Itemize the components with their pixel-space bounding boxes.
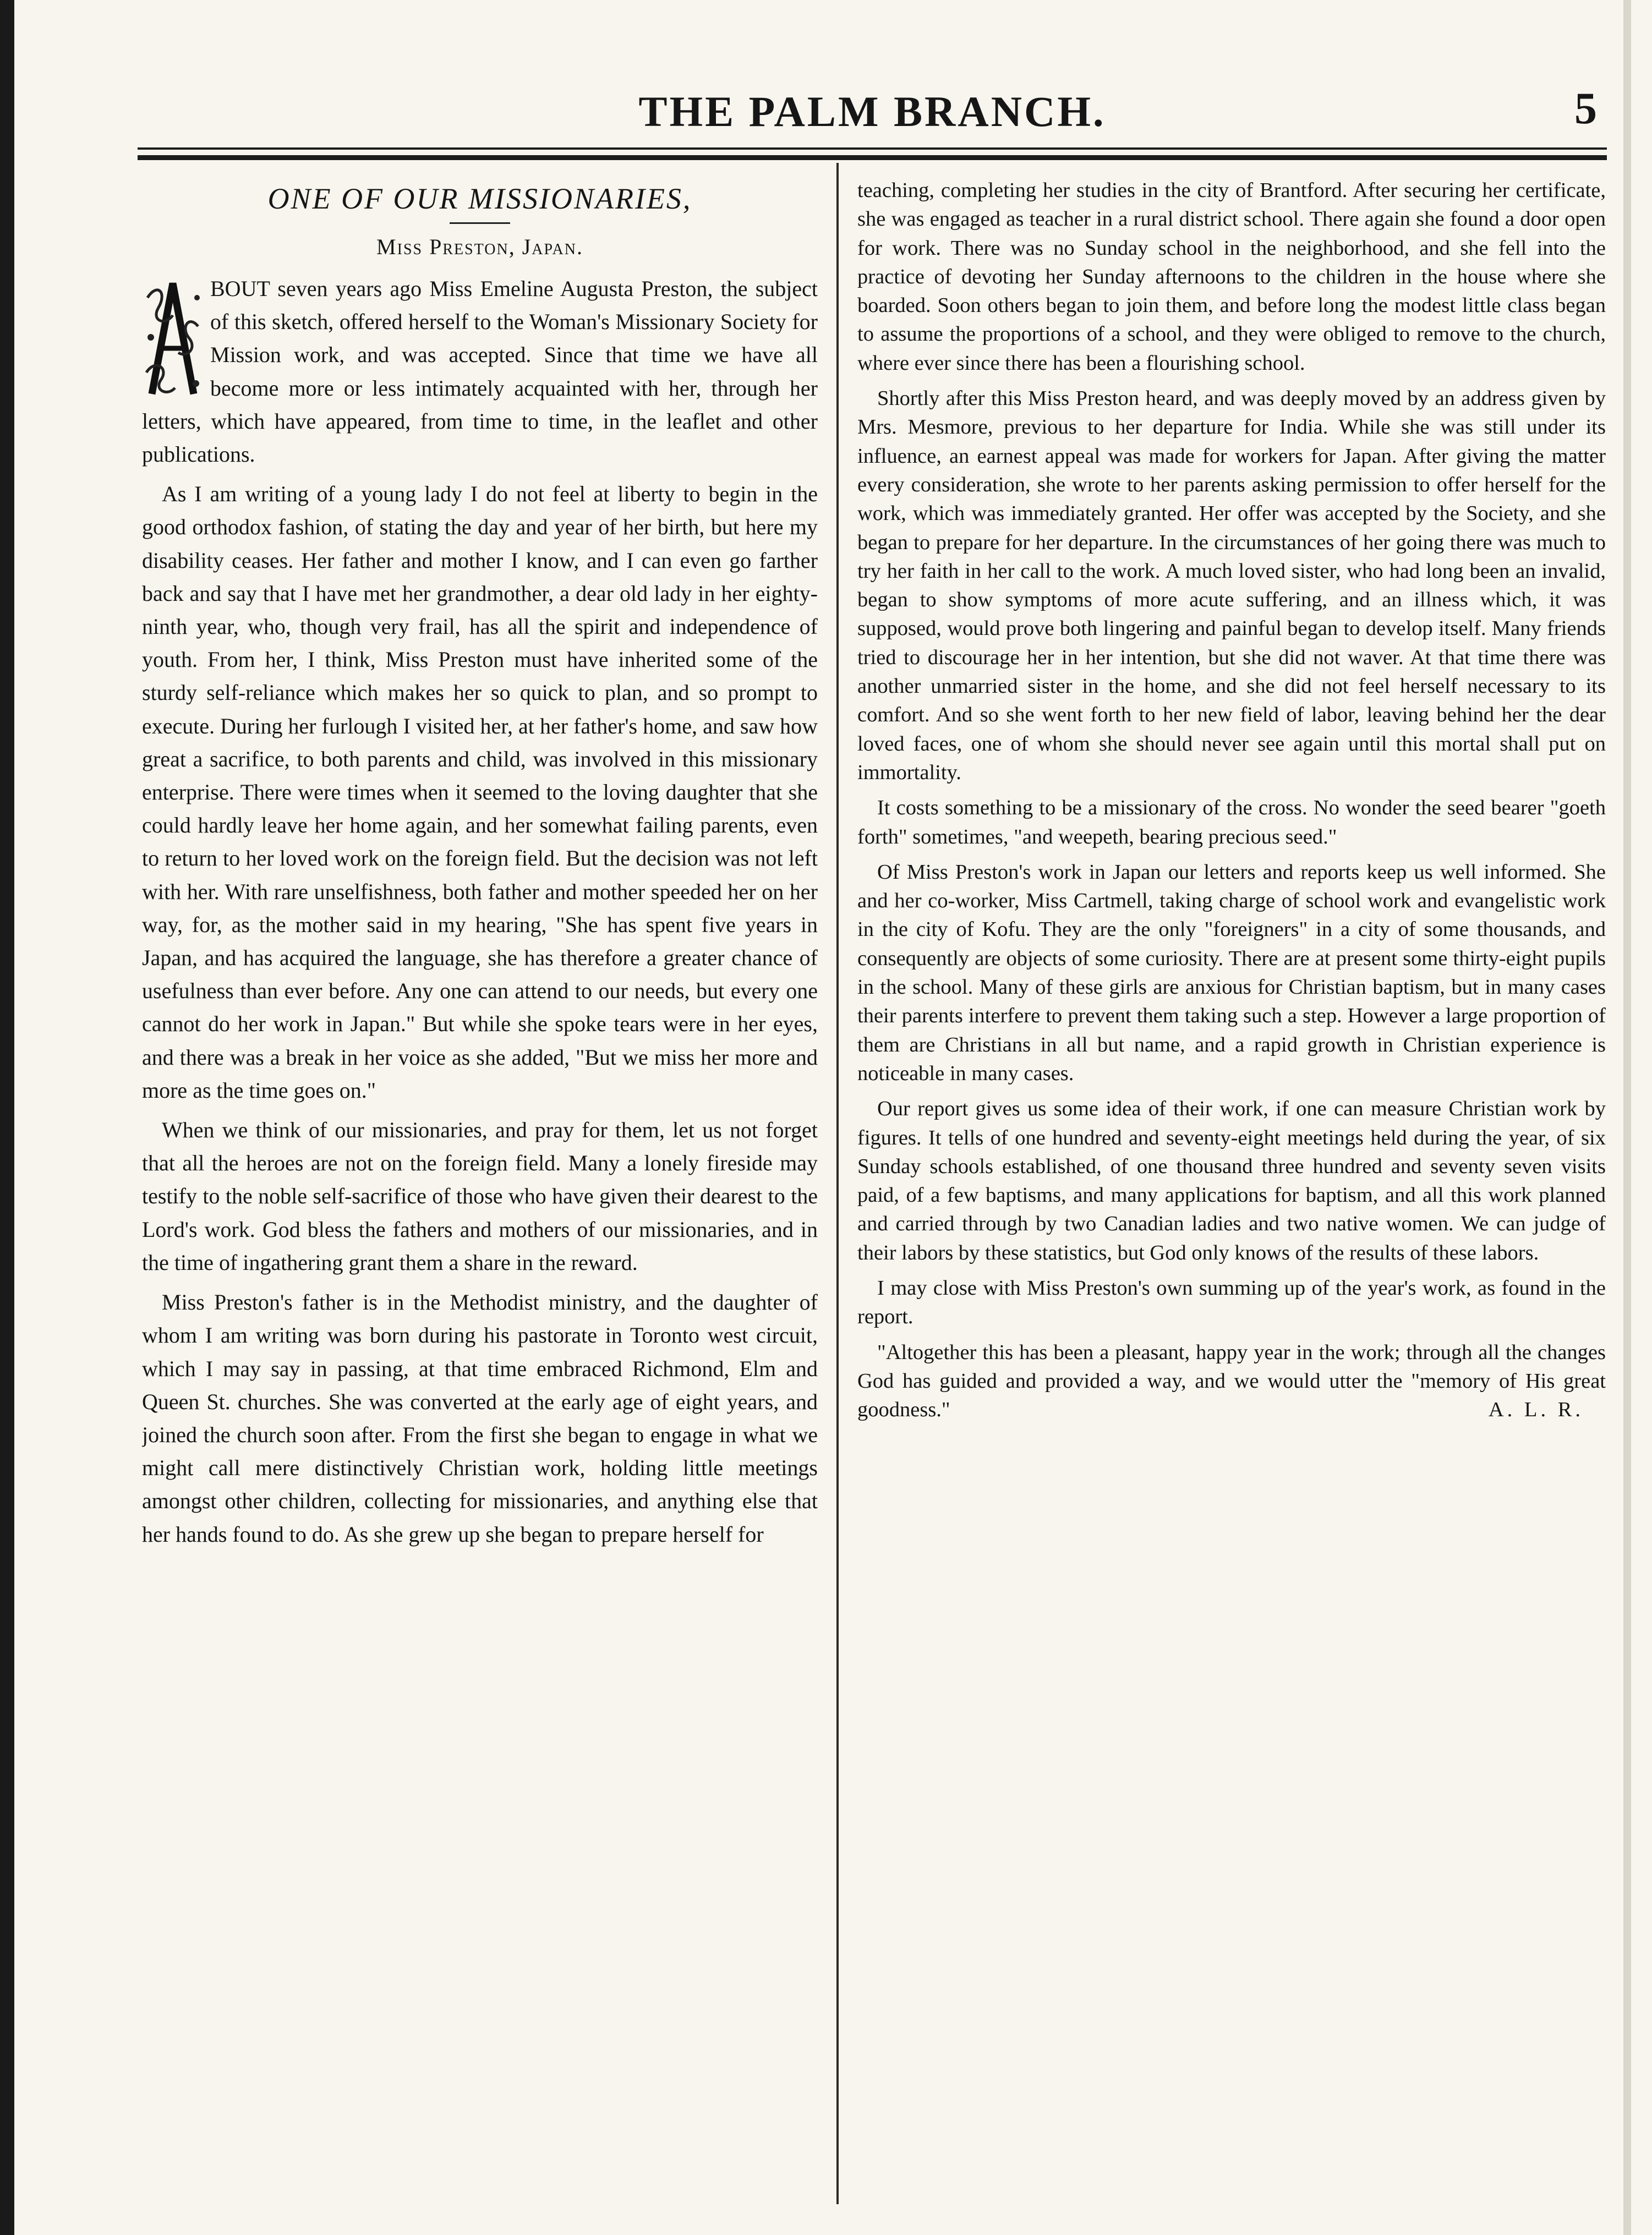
- article-paragraph: When we think of our missionaries, and pray for them, let us not forget that all the heroes are not on the foreign field. Many a lonely fireside may testify to the noble self-sacrifice of those who have given their dearest to the Lord's work. God bless the fathers and mothers of our missionaries, and in the time of ingathering grant them a share in the reward.: [142, 1118, 818, 1275]
- header-rule-thin: [138, 147, 1607, 150]
- article-paragraph: I may close with Miss Preston's own summing up of the year's work, as found in the report.: [857, 1276, 1606, 1329]
- title-rule: [450, 222, 510, 224]
- article-paragraph: Shortly after this Miss Preston heard, and was deeply moved by an address given by Mrs. Mesmore, previous to her departure for India. While she was still under its influence, an earnest appeal was made for workers for Japan. After giving the matter every consideration, she wrote to her parents asking permission to offer herself for the work, which was immediately granted. Her offer was accepted by the Society, and she began to prepare for her departure. In the circumstances of her going there was much to try her faith in her call to the work. A much loved sister, who had long been an invalid, began to show symptoms of more acute suffering, and an illness which, it was supposed, would prove both lingering and painful began to develop itself. Many friends tried to discourage her in her intention, but she did not waver. At that time there was another unmarried sister in the home, and she did not feel herself necessary to its comfort. And so she went forth to her new field of labor, leaving behind her the dear loved faces, one of whom she should never see again until this mortal shall put on immortality.: [857, 387, 1606, 784]
- article-paragraph-closing: [857, 1338, 1606, 1425]
- article-paragraph: It costs something to be a missionary of the cross. No wonder the seed bearer "goeth forth" sometimes, "and weepeth, bearing precious seed.": [857, 796, 1606, 848]
- page-number: 5: [1574, 83, 1597, 133]
- article-paragraph: As I am writing of a young lady I do not feel at liberty to begin in the good orthodox fashion, of stating the day and year of her birth, but here my disability ceases. Her father and mother I know, and I can even go farther back and say that I have met her grandmother, a dear old lady in her eighty-ninth year, who, though very frail, has all the spirit and independence of youth. From her, I think, Miss Preston must have inherited some of the sturdy self-reliance which makes her so quick to plan, and so prompt to execute. During her furlough I visited her, at her father's home, and saw how great a sacrifice, to both parents and child, was involved in this missionary enterprise. There were times when it seemed to the loving daughter that she could hardly leave her home again, and her somewhat failing parents, even to return to her loved work on the foreign field. But the decision was not left with her. With rare unselfishness, both father and mother speeded her on her way, for, as the mother said in my hearing, "She has spent five years in Japan, and has acquired the language, she has therefore a greater chance of usefulness than ever before. Any one can attend to our needs, but every one cannot do her work in Japan." But while she spoke tears were in her eyes, and there was a break in her voice as she added, "But we miss her more and more as the time goes on.": [142, 481, 818, 1103]
- header-rule-thick: [138, 155, 1607, 160]
- article-paragraph: Miss Preston's father is in the Methodist ministry, and the daughter of whom I am writing was born during his pastorate in Toronto west circuit, which I may say in passing, at that time embraced Richmond, Elm and Queen St. churches. She was converted at the early age of eight years, and joined the church soon after. From the first she began to engage in what we might call mere distinctively Christian work, holding little meetings amongst other children, collecting for missionaries, and anything else that her hands found to do. As she grew up she began to prepare herself for: [142, 1290, 818, 1547]
- article-paragraph: Of Miss Preston's work in Japan our letters and reports keep us well informed. She and her co-worker, Miss Cartmell, taking charge of school work and evangelistic work in the city of Kofu. They are the only "foreigners" in a city of some thousands, and consequently are objects of some curiosity. There are at present some thirty-eight pupils in the school. Many of these girls are anxious for Christian baptism, but in many cases their parents interfere to prevent them taking such a step. However a large proportion of them are Christians in all but name, and a rapid growth in Christian experience is noticeable in many cases.: [857, 860, 1606, 1085]
- article-title: ONE OF OUR MISSIONARIES,: [267, 182, 692, 215]
- article-paragraph: Our report gives us some idea of their work, if one can measure Christian work by figures. It tells of one hundred and seventy-eight meetings held during the year, of six Sunday schools established, of one thousand three hundred and seventy seven visits paid, of a few baptisms, and many applications for baptism, and all this work planned and carried through by two Canadian ladies and two native women. We can judge of their labors by these statistics, but God only knows of the results of these labors.: [857, 1097, 1606, 1264]
- article-left-column: [142, 176, 818, 2179]
- journal-title: THE PALM BRANCH.: [638, 87, 1106, 135]
- page-header: [138, 83, 1607, 138]
- article-paragraph-text: BOUT seven years ago Miss Emeline Augusta Preston, the subject of this sketch, offered herself to the Woman's Missionary Society for Mission work, and was accepted. Since that time we have all become more or less intimately acquainted with her, through her letters, which have appeared, from time to time, in the leaflet and other publications.: [142, 276, 818, 467]
- article-right-column: [857, 176, 1606, 2179]
- closing-quote-text: "Altogether this has been a pleasant, happy year in the work; through all the changes God has guided and provided a way, and we would utter the "memory of His great goodness.": [857, 1340, 1606, 1422]
- ornamental-drop-cap: [142, 276, 204, 401]
- article-subtitle: Miss Preston, Japan.: [376, 234, 583, 259]
- column-divider: [836, 163, 839, 2204]
- article-paragraph: teaching, completing her studies in the city of Brantford. After securing her certificate, she was engaged as teacher in a rural district school. There again she found a door open for work. There was no Sunday school in the neighborhood, and she fell into the practice of devoting her Sunday afternoons to the children in the house where she boarded. Soon others began to join them, and before long the modest little class began to assume the proportions of a school, and they were obliged to remove to the church, where ever since there has been a flourishing school.: [857, 179, 1606, 375]
- author-signature: A. L. R.: [1488, 1398, 1584, 1422]
- ornamental-a-icon: [142, 276, 204, 401]
- article-paragraph: [142, 272, 818, 471]
